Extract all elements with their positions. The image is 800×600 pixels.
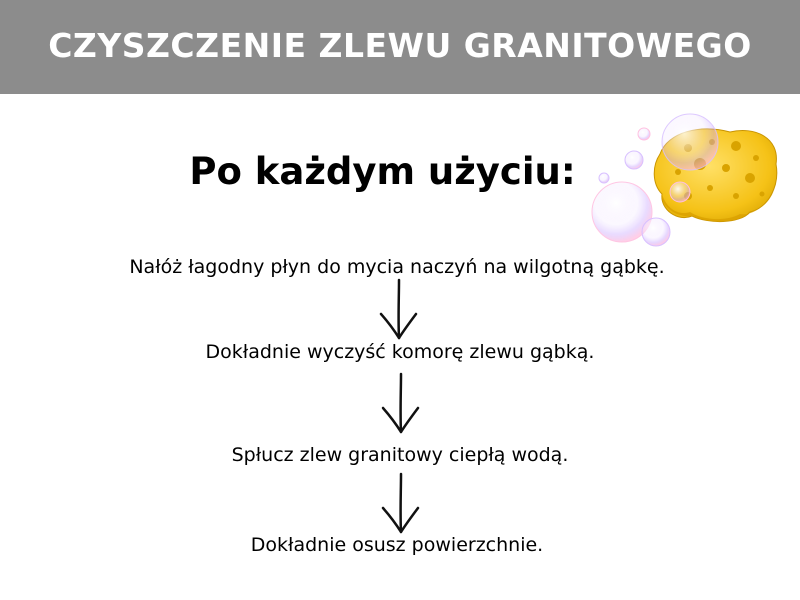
section-heading: Po każdym użyciu: [189, 150, 576, 193]
step-4: Dokładnie osusz powierzchnie. [250, 534, 544, 556]
step-3: Spłucz zlew granitowy ciepłą wodą. [231, 444, 569, 466]
step-2: Dokładnie wyczyść komorę zlewu gąbką. [205, 341, 595, 363]
sponge-with-bubbles-icon [590, 112, 782, 252]
arrow-down-icon [378, 278, 418, 342]
arrow-down-icon [380, 472, 420, 536]
step-1: Nałóż łagodny płyn do mycia naczyń na wilgotną gąbkę. [129, 256, 665, 278]
arrow-down-icon [380, 372, 420, 436]
page-title: CZYSZCZENIE ZLEWU GRANITOWEGO [48, 25, 752, 65]
header-bar [0, 0, 800, 94]
